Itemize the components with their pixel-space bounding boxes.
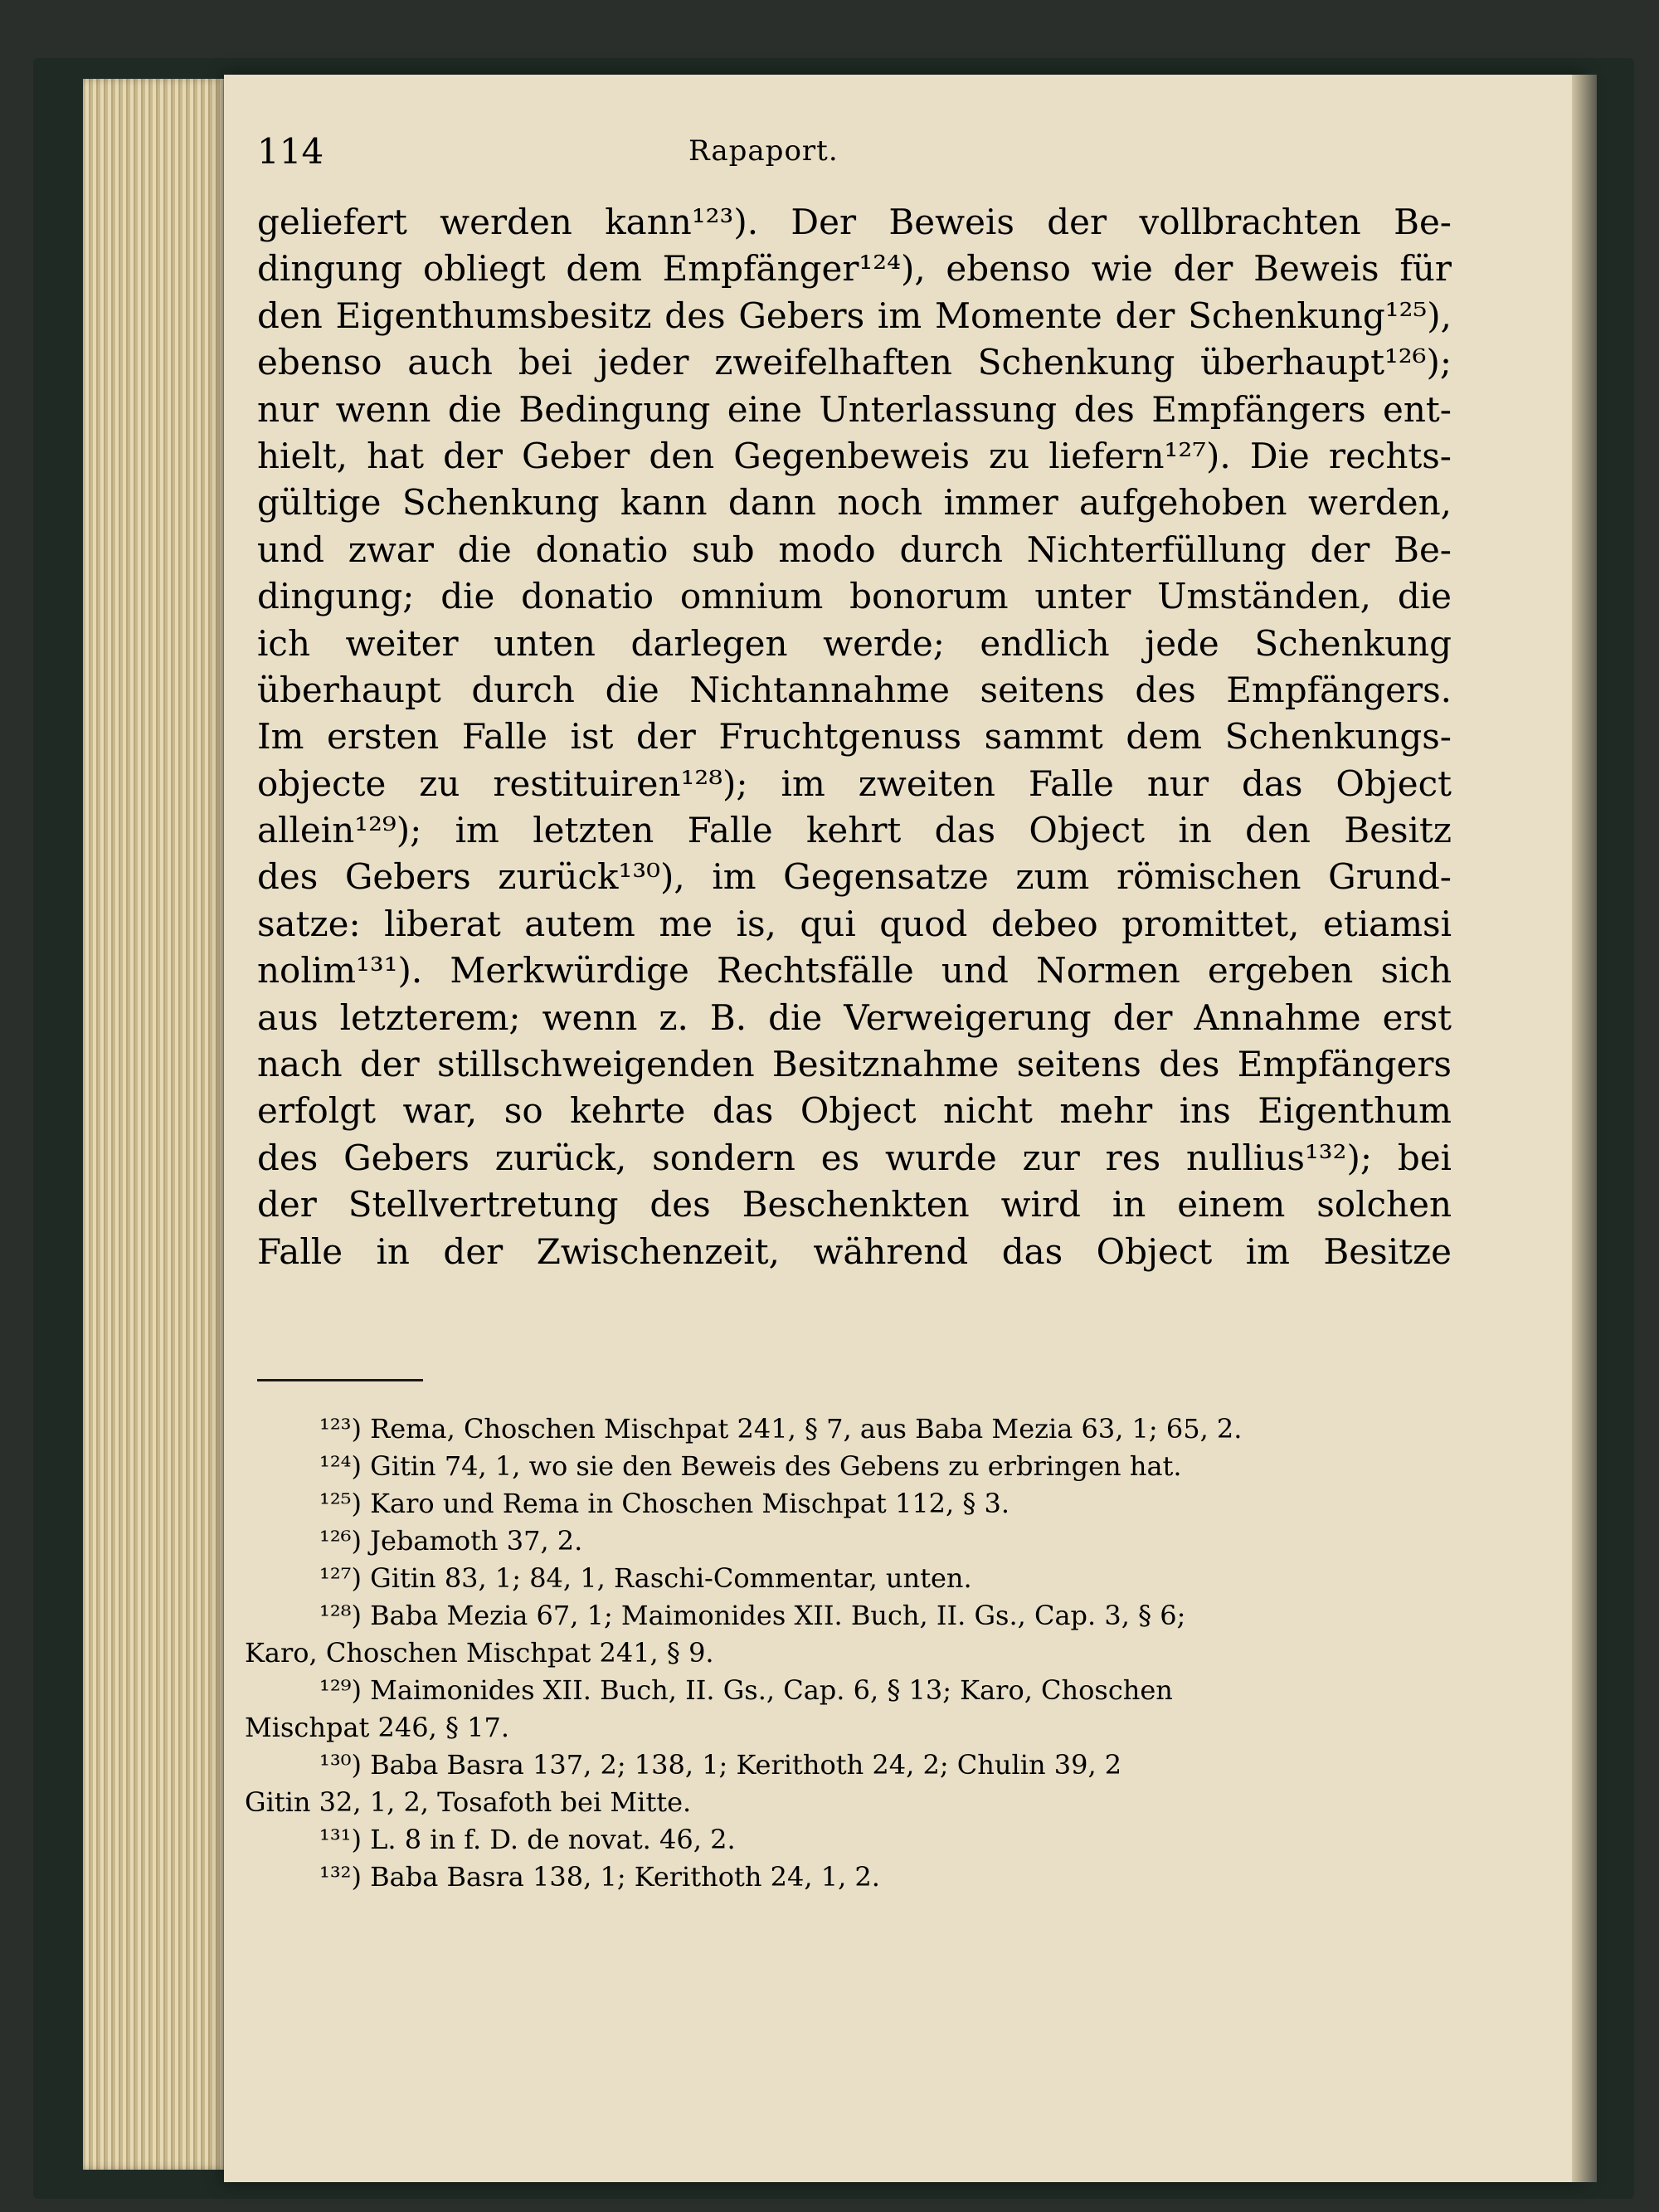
text-line: ebenso auch bei jeder zweifelhaften Schenkung überhaupt¹²⁶); xyxy=(257,342,1452,383)
footnote-rule xyxy=(257,1379,423,1381)
footnote-continuation: Karo, Choschen Mischpat 241, § 9. xyxy=(245,1637,714,1669)
footnote: ¹²⁴) Gitin 74, 1, wo sie den Beweis des Gebens zu erbringen hat. xyxy=(319,1450,1182,1482)
text-line: aus letzterem; wenn z. B. die Verweigerung der Annahme erst xyxy=(257,996,1452,1038)
text-line: überhaupt durch die Nichtannahme seitens des Empfängers. xyxy=(257,669,1452,710)
book-gutter xyxy=(1572,75,1597,2182)
footnote: ¹³¹) L. 8 in f. D. de novat. 46, 2. xyxy=(319,1824,736,1855)
text-line: dingung obliegt dem Empfänger¹²⁴), ebenso wie der Beweis für xyxy=(257,248,1452,290)
footnotes xyxy=(245,1411,1452,1896)
footnote-continuation: Mischpat 246, § 17. xyxy=(245,1712,510,1743)
text-line: nach der stillschweigenden Besitznahme seitens des Empfängers xyxy=(257,1044,1452,1085)
text-line: ich weiter unten darlegen werde; endlich jede Schenkung xyxy=(257,622,1452,664)
main-text xyxy=(257,199,1452,1275)
running-head: Rapaport. xyxy=(688,134,839,168)
footnote-continuation: Gitin 32, 1, 2, Tosafoth bei Mitte. xyxy=(245,1786,692,1818)
text-line: den Eigenthumsbesitz des Gebers im Momente der Schenkung¹²⁵), xyxy=(257,295,1452,336)
page-number: 114 xyxy=(257,131,324,172)
footnote: ¹³⁰) Baba Basra 137, 2; 138, 1; Kerithoth 24, 2; Chulin 39, 2 xyxy=(319,1749,1122,1781)
footnote: ¹²⁸) Baba Mezia 67, 1; Maimonides XII. Buch, II. Gs., Cap. 3, § 6; xyxy=(319,1600,1186,1631)
text-line: nur wenn die Bedingung eine Unterlassung des Empfängers ent- xyxy=(257,388,1452,430)
footnote: ¹²⁹) Maimonides XII. Buch, II. Gs., Cap. 6, § 13; Karo, Choschen xyxy=(319,1674,1173,1706)
page-edges xyxy=(83,79,228,2170)
text-line: des Gebers zurück, sondern es wurde zur res nullius¹³²); bei xyxy=(257,1137,1452,1178)
text-line: Falle in der Zwischenzeit, während das Object im Besitze xyxy=(257,1230,1452,1272)
text-line: der Stellvertretung des Beschenkten wird in einem solchen xyxy=(257,1184,1452,1225)
text-line: hielt, hat der Geber den Gegenbeweis zu liefern¹²⁷). Die rechts- xyxy=(257,435,1452,476)
text-line: satze: liberat autem me is, qui quod debeo promittet, etiamsi xyxy=(257,903,1452,944)
page-header xyxy=(257,131,1277,189)
text-line: allein¹²⁹); im letzten Falle kehrt das Object in den Besitz xyxy=(257,810,1452,851)
text-line: geliefert werden kann¹²³). Der Beweis der vollbrachten Be- xyxy=(257,202,1452,242)
text-line: dingung; die donatio omnium bonorum unter Umständen, die xyxy=(257,576,1452,617)
text-line: des Gebers zurück¹³⁰), im Gegensatze zum römischen Grund- xyxy=(257,856,1452,898)
text-line: gültige Schenkung kann dann noch immer aufgehoben werden, xyxy=(257,482,1452,524)
text-line: Im ersten Falle ist der Fruchtgenuss sammt dem Schenkungs- xyxy=(257,716,1452,758)
text-line: erfolgt war, so kehrte das Object nicht mehr ins Eigenthum xyxy=(257,1090,1452,1132)
text-line: nolim¹³¹). Merkwürdige Rechtsfälle und Normen ergeben sich xyxy=(257,950,1452,992)
footnote: ¹²⁶) Jebamoth 37, 2. xyxy=(319,1525,583,1557)
footnote: ¹²⁷) Gitin 83, 1; 84, 1, Raschi-Commentar, unten. xyxy=(319,1562,972,1594)
footnote: ¹²³) Rema, Choschen Mischpat 241, § 7, aus Baba Mezia 63, 1; 65, 2. xyxy=(319,1413,1243,1445)
text-line: objecte zu restituiren¹²⁸); im zweiten Falle nur das Object xyxy=(257,763,1452,804)
text-line: und zwar die donatio sub modo durch Nichterfüllung der Be- xyxy=(257,529,1452,570)
footnote: ¹³²) Baba Basra 138, 1; Kerithoth 24, 1, 2. xyxy=(319,1861,880,1893)
footnote: ¹²⁵) Karo und Rema in Choschen Mischpat 112, § 3. xyxy=(319,1488,1010,1519)
